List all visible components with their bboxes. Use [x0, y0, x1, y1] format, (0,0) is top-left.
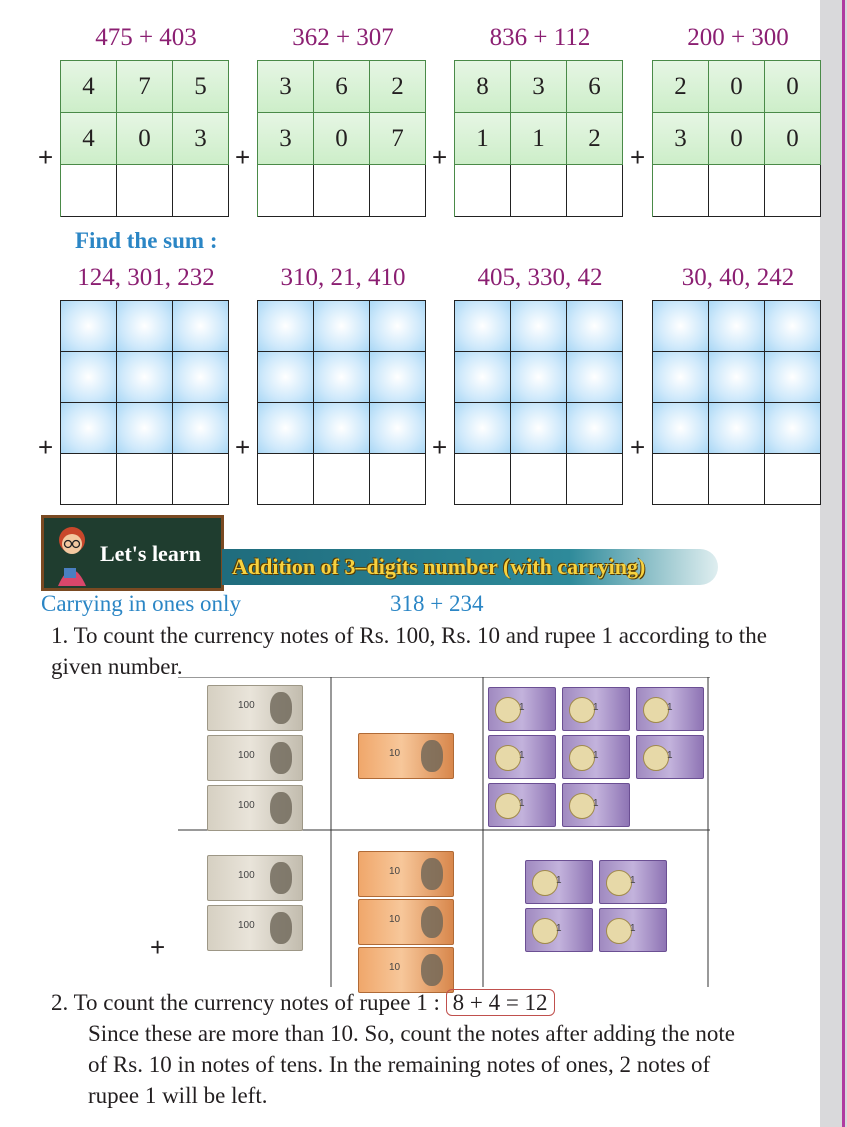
sum-answer-cell[interactable]	[314, 454, 370, 505]
digit-cell: 0	[117, 113, 173, 165]
sum-input-cell[interactable]	[511, 403, 567, 454]
note-value: 1	[519, 798, 525, 809]
answer-cell[interactable]	[314, 165, 370, 217]
sum-input-cell[interactable]	[567, 301, 623, 352]
sum-answer-cell[interactable]	[511, 454, 567, 505]
sum-input-cell[interactable]	[370, 352, 426, 403]
step1-text: 1. To count the currency notes of Rs. 100, Rs. 10 and rupee 1 according to the given number.	[51, 623, 767, 679]
portrait-motif	[421, 954, 443, 986]
topic-banner	[222, 549, 718, 585]
digit-cell: 3	[258, 61, 314, 113]
sum-input-cell[interactable]	[370, 403, 426, 454]
sum-answer-cell[interactable]	[370, 454, 426, 505]
addition-expression: 836 + 112	[489, 24, 591, 51]
hundred-rupee-note	[207, 905, 303, 951]
hundred-rupee-note	[207, 735, 303, 781]
note-value: 1	[667, 750, 673, 761]
one-rupee-note	[525, 908, 593, 952]
sum-input-cell[interactable]	[61, 403, 117, 454]
step2-prefix: 2. To count the currency notes of rupee 1 :	[51, 990, 446, 1015]
digit-cell: 0	[765, 113, 821, 165]
step2-line4: rupee 1 will be left.	[88, 1083, 268, 1108]
portrait-motif	[421, 906, 443, 938]
sum-input-cell[interactable]	[765, 352, 821, 403]
portrait-motif	[270, 792, 292, 824]
addition-expression: 475 + 403	[95, 24, 197, 51]
digit-cell: 1	[511, 113, 567, 165]
digit-cell: 0	[709, 61, 765, 113]
topic-banner-text: Addition of 3–digits number (with carrying)	[232, 554, 646, 579]
plus-sign: +	[432, 432, 448, 462]
sum-grid	[652, 300, 821, 505]
sum-problem: 30, 40, 242	[681, 264, 795, 291]
sum-input-cell[interactable]	[314, 301, 370, 352]
sum-input-cell[interactable]	[455, 301, 511, 352]
sum-input-cell[interactable]	[709, 301, 765, 352]
sum-input-cell[interactable]	[653, 352, 709, 403]
sum-input-cell[interactable]	[173, 403, 229, 454]
sum-input-cell[interactable]	[117, 403, 173, 454]
coin-motif	[532, 918, 558, 944]
digit-cell: 0	[709, 113, 765, 165]
one-rupee-note	[525, 860, 593, 904]
addition-grid	[454, 60, 623, 217]
sum-answer-cell[interactable]	[258, 454, 314, 505]
currency-plus-sign: +	[150, 932, 166, 962]
step2-line3: of Rs. 10 in notes of tens. In the remaining notes of ones, 2 notes of	[88, 1052, 711, 1077]
digit-cell: 6	[567, 61, 623, 113]
coin-motif	[606, 870, 632, 896]
hundred-rupee-note	[207, 855, 303, 901]
portrait-motif	[270, 692, 292, 724]
teacher-illustration	[50, 524, 94, 586]
plus-sign: +	[235, 432, 251, 462]
hundred-rupee-note	[207, 685, 303, 731]
one-rupee-note	[562, 687, 630, 731]
coin-motif	[606, 918, 632, 944]
portrait-motif	[421, 858, 443, 890]
lets-learn-board	[41, 515, 224, 591]
digit-cell: 0	[765, 61, 821, 113]
sum-input-cell[interactable]	[117, 352, 173, 403]
sum-input-cell[interactable]	[653, 301, 709, 352]
digit-cell: 7	[370, 113, 426, 165]
addition-grid	[652, 60, 821, 217]
sum-grid	[257, 300, 426, 505]
digit-cell: 5	[173, 61, 229, 113]
sum-grid	[60, 300, 229, 505]
one-rupee-note	[562, 735, 630, 779]
sum-answer-cell[interactable]	[653, 454, 709, 505]
portrait-motif	[270, 912, 292, 944]
coin-motif	[643, 745, 669, 771]
sum-input-cell[interactable]	[455, 352, 511, 403]
sum-input-cell[interactable]	[173, 352, 229, 403]
digit-cell: 3	[653, 113, 709, 165]
addition-grid	[257, 60, 426, 217]
note-value: 100	[238, 800, 255, 811]
coin-motif	[569, 793, 595, 819]
one-rupee-note	[599, 908, 667, 952]
carrying-expression: 318 + 234	[390, 591, 484, 616]
digit-cell: 4	[61, 61, 117, 113]
one-rupee-note	[488, 783, 556, 827]
find-sum-heading: Find the sum :	[75, 228, 218, 253]
sum-grid	[454, 300, 623, 505]
note-value: 1	[593, 750, 599, 761]
sum-input-cell[interactable]	[117, 301, 173, 352]
answer-cell[interactable]	[709, 165, 765, 217]
sum-problem: 310, 21, 410	[280, 264, 406, 291]
digit-cell: 2	[370, 61, 426, 113]
sum-input-cell[interactable]	[61, 301, 117, 352]
note-value: 100	[238, 700, 255, 711]
digit-cell: 0	[314, 113, 370, 165]
note-value: 1	[630, 875, 636, 886]
one-rupee-note	[599, 860, 667, 904]
step2-line2: Since these are more than 10. So, count the notes after adding the note	[88, 1021, 735, 1046]
portrait-motif	[270, 742, 292, 774]
answer-cell[interactable]	[511, 165, 567, 217]
digit-cell: 2	[567, 113, 623, 165]
lets-learn-label: Let's learn	[100, 541, 201, 566]
sum-input-cell[interactable]	[314, 352, 370, 403]
answer-cell[interactable]	[567, 165, 623, 217]
sum-input-cell[interactable]	[370, 301, 426, 352]
answer-cell[interactable]	[653, 165, 709, 217]
note-value: 1	[667, 702, 673, 713]
coin-motif	[569, 697, 595, 723]
one-rupee-note	[636, 687, 704, 731]
carrying-label: Carrying in ones only	[41, 591, 241, 616]
coin-motif	[569, 745, 595, 771]
note-value: 10	[389, 914, 401, 925]
sum-input-cell[interactable]	[511, 301, 567, 352]
sum-answer-cell[interactable]	[117, 454, 173, 505]
sum-input-cell[interactable]	[653, 403, 709, 454]
portrait-motif	[421, 740, 443, 772]
answer-cell[interactable]	[370, 165, 426, 217]
note-value: 1	[556, 923, 562, 934]
ten-rupee-note	[358, 851, 454, 897]
digit-cell: 3	[173, 113, 229, 165]
sum-input-cell[interactable]	[567, 352, 623, 403]
note-value: 1	[556, 875, 562, 886]
sum-input-cell[interactable]	[258, 301, 314, 352]
coin-motif	[643, 697, 669, 723]
coin-motif	[532, 870, 558, 896]
answer-cell[interactable]	[61, 165, 117, 217]
addition-expression: 200 + 300	[687, 24, 789, 51]
coin-motif	[495, 793, 521, 819]
note-value: 1	[519, 702, 525, 713]
plus-sign: +	[630, 432, 646, 462]
digit-cell: 4	[61, 113, 117, 165]
coin-motif	[495, 745, 521, 771]
answer-cell[interactable]	[173, 165, 229, 217]
sum-problem: 124, 301, 232	[77, 264, 215, 291]
answer-cell[interactable]	[765, 165, 821, 217]
digit-cell: 7	[117, 61, 173, 113]
coin-motif	[495, 697, 521, 723]
sum-answer-cell[interactable]	[173, 454, 229, 505]
note-value: 10	[389, 866, 401, 877]
addition-grid	[60, 60, 229, 217]
digit-cell: 3	[258, 113, 314, 165]
plus-sign: +	[630, 142, 646, 172]
sum-input-cell[interactable]	[61, 352, 117, 403]
sum-answer-cell[interactable]	[709, 454, 765, 505]
one-rupee-note	[562, 783, 630, 827]
hundred-rupee-note	[207, 785, 303, 831]
step2-line1	[51, 987, 821, 1018]
digit-cell: 3	[511, 61, 567, 113]
digit-cell: 6	[314, 61, 370, 113]
one-rupee-note	[488, 687, 556, 731]
currency-table	[178, 677, 710, 987]
sum-input-cell[interactable]	[511, 352, 567, 403]
portrait-motif	[270, 862, 292, 894]
one-rupee-note	[488, 735, 556, 779]
sum-answer-cell[interactable]	[455, 454, 511, 505]
note-value: 100	[238, 870, 255, 881]
answer-cell[interactable]	[117, 165, 173, 217]
sum-input-cell[interactable]	[455, 403, 511, 454]
plus-sign: +	[235, 142, 251, 172]
sum-input-cell[interactable]	[765, 403, 821, 454]
note-value: 10	[389, 748, 401, 759]
note-value: 1	[593, 798, 599, 809]
digit-cell: 1	[455, 113, 511, 165]
sum-answer-cell[interactable]	[765, 454, 821, 505]
note-value: 1	[630, 923, 636, 934]
sum-input-cell[interactable]	[709, 352, 765, 403]
sum-input-cell[interactable]	[765, 301, 821, 352]
sum-input-cell[interactable]	[567, 403, 623, 454]
ten-rupee-note	[358, 899, 454, 945]
note-value: 100	[238, 750, 255, 761]
plus-sign: +	[38, 432, 54, 462]
one-rupee-note	[636, 735, 704, 779]
sum-input-cell[interactable]	[258, 352, 314, 403]
sum-problem: 405, 330, 42	[477, 264, 603, 291]
sum-input-cell[interactable]	[173, 301, 229, 352]
answer-cell[interactable]	[455, 165, 511, 217]
note-value: 1	[593, 702, 599, 713]
plus-sign: +	[38, 142, 54, 172]
addition-expression: 362 + 307	[292, 24, 394, 51]
sum-answer-cell[interactable]	[567, 454, 623, 505]
sum-answer-cell[interactable]	[61, 454, 117, 505]
note-value: 10	[389, 962, 401, 973]
digit-cell: 2	[653, 61, 709, 113]
answer-cell[interactable]	[258, 165, 314, 217]
page-edge-line	[842, 0, 845, 1127]
step2-boxed-sum: 8 + 4 = 12	[446, 989, 555, 1016]
ten-rupee-note	[358, 733, 454, 779]
sum-input-cell[interactable]	[258, 403, 314, 454]
sum-input-cell[interactable]	[314, 403, 370, 454]
sum-input-cell[interactable]	[709, 403, 765, 454]
note-value: 100	[238, 920, 255, 931]
note-value: 1	[519, 750, 525, 761]
digit-cell: 8	[455, 61, 511, 113]
plus-sign: +	[432, 142, 448, 172]
